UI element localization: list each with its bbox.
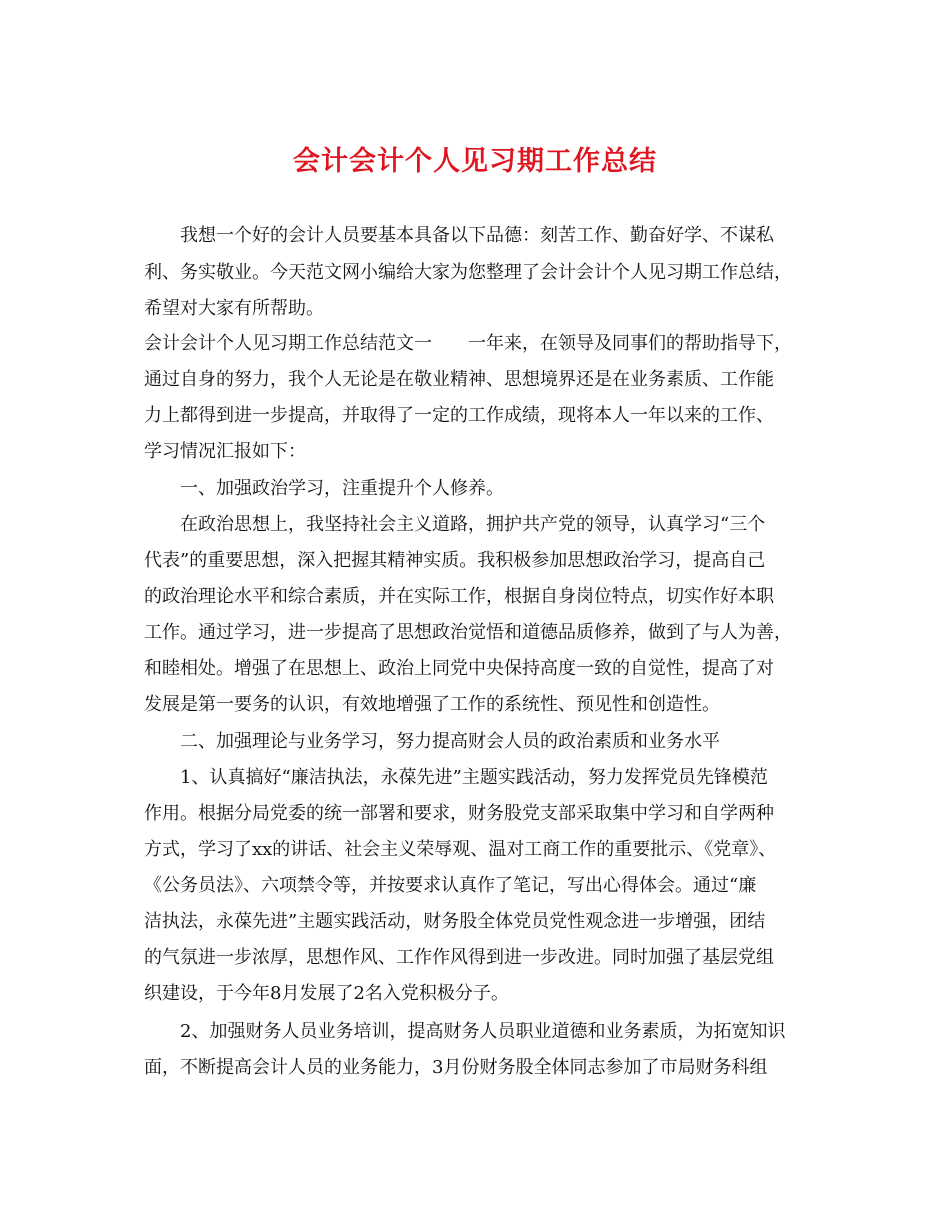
section-heading: 二、加强理论与业务学习，努力提高财会人员的政治素质和业务水平 bbox=[180, 731, 720, 752]
section-heading: 一、加强政治学习，注重提升个人修养。 bbox=[180, 478, 504, 499]
body-line: 《公务员法》、六项禁令等，并按要求认真作了笔记，写出心得体会。通过“廉 bbox=[144, 875, 757, 896]
body-line: 的气氛进一步浓厚，思想作风、工作作风得到进一步改进。同时加强了基层党组 bbox=[144, 947, 774, 968]
body-line: 作用。根据分局党委的统一部署和要求，财务股党支部采取集中学习和自学两种 bbox=[144, 803, 774, 824]
body-line: 洁执法，永葆先进”主题实践活动，财务股全体党员党性观念进一步增强，团结 bbox=[144, 911, 766, 932]
body-line: 力上都得到进一步提高，并取得了一定的工作成绩，现将本人一年以来的工作、 bbox=[144, 405, 774, 426]
body-line: 1、认真搞好“廉洁执法，永葆先进”主题实践活动，努力发挥党员先锋模范 bbox=[180, 767, 768, 788]
body-line: 发展是第一要务的认识，有效地增强了工作的系统性、预见性和创造性。 bbox=[144, 694, 720, 715]
body-line: 代表”的重要思想，深入把握其精神实质。我积极参加思想政治学习，提高自己 bbox=[144, 550, 766, 571]
body-line: 方式，学习了xx的讲话、社会主义荣辱观、温对工商工作的重要批示、《党章》、 bbox=[144, 839, 777, 860]
body-line: 我想一个好的会计人员要基本具备以下品德：刻苦工作、勤奋好学、不谋私 bbox=[180, 225, 774, 246]
body-line: 工作。通过学习，进一步提高了思想政治觉悟和道德品质修养，做到了与人为善， bbox=[144, 622, 792, 643]
body-line: 和睦相处。增强了在思想上、政治上同党中央保持高度一致的自觉性，提高了对 bbox=[144, 658, 774, 679]
body-line: 在政治思想上，我坚持社会主义道路，拥护共产党的领导，认真学习“三个 bbox=[180, 514, 766, 535]
body-line: 通过自身的努力，我个人无论是在敬业精神、思想境界还是在业务素质、工作能 bbox=[144, 369, 774, 390]
body-line: 2、加强财务人员业务培训，提高财务人员职业道德和业务素质，为拓宽知识 bbox=[180, 1021, 786, 1042]
body-line: 的政治理论水平和综合素质，并在实际工作，根据自身岗位特点，切实作好本职 bbox=[144, 586, 774, 607]
document-title: 会计会计个人见习期工作总结 bbox=[293, 146, 657, 177]
body-line: 希望对大家有所帮助。 bbox=[144, 298, 324, 319]
body-line: 织建设，于今年8月发展了2名入党积极分子。 bbox=[144, 983, 509, 1004]
body-line: 利、务实敬业。今天范文网小编给大家为您整理了会计会计个人见习期工作总结， bbox=[144, 262, 792, 283]
body-line: 面，不断提高会计人员的业务能力，3月份财务股全体同志参加了市局财务科组 bbox=[144, 1057, 768, 1078]
body-line: 学习情况汇报如下： bbox=[144, 441, 306, 462]
body-line: 会计会计个人见习期工作总结范文一 一年来，在领导及同事们的帮助指导下， bbox=[144, 333, 792, 354]
